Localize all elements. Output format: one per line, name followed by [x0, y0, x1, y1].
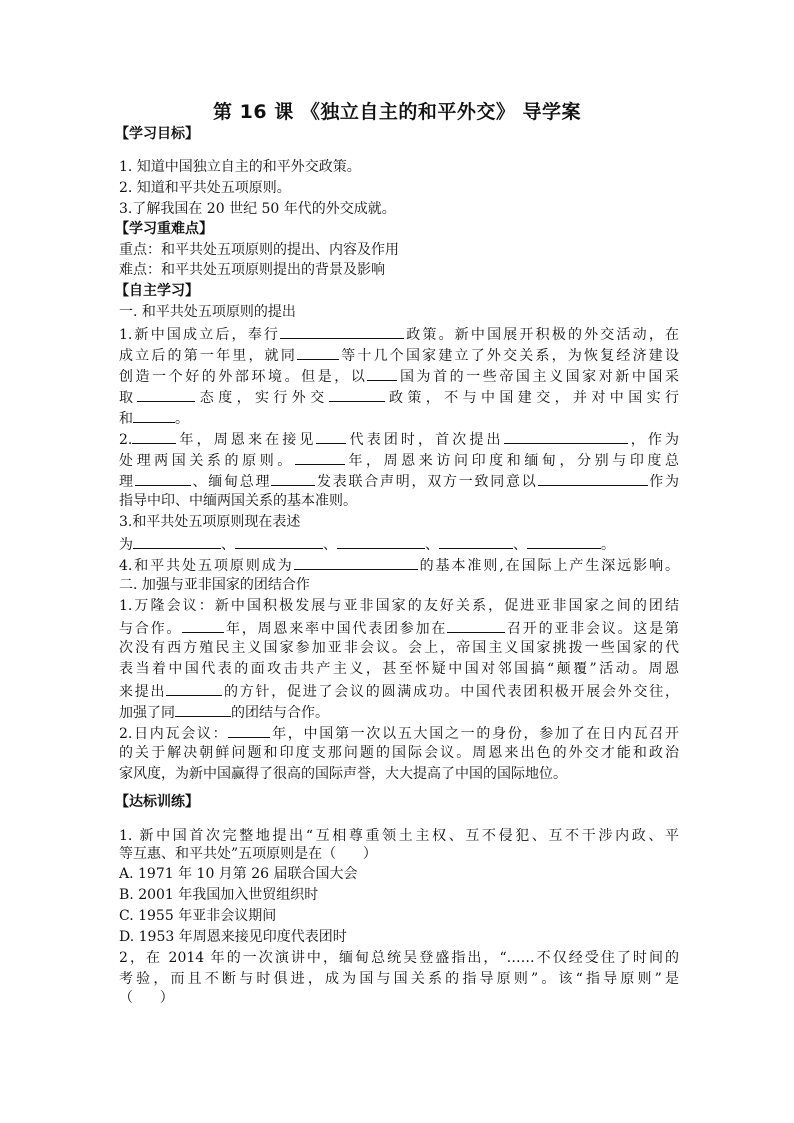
fill-blank[interactable] [527, 533, 601, 549]
fill-blank[interactable] [447, 617, 505, 633]
study-line: 4.和平共处五项原则成为 的基本准则,在国际上产生深远影响。 [119, 554, 679, 577]
study-line: 2.日内瓦会议： 年，中国第一次以五大国之一的身份，参加了在日内瓦召开 [119, 722, 679, 745]
fill-blank[interactable] [504, 428, 628, 444]
part2-heading: 二. 加强与亚非国家的团结合作 [119, 577, 310, 593]
fill-blank[interactable] [439, 533, 513, 549]
fill-blank[interactable] [538, 470, 648, 486]
study-line: 1.万隆会议：新中国积极发展与亚非国家的友好关系，促进亚非国家之间的团结 [119, 598, 679, 614]
fill-blank[interactable] [228, 722, 270, 738]
fill-blank[interactable] [280, 323, 404, 339]
goal-item: 1. 知道中国独立自主的和平外交政策。 [119, 159, 361, 175]
study-line: 次没有西方殖民主义国家参加亚非会议。会上，帝国主义国家挑拨一些国家的代 [119, 640, 679, 656]
fill-blank[interactable] [135, 470, 191, 486]
fill-blank[interactable] [329, 386, 385, 402]
fill-blank[interactable] [166, 680, 222, 696]
goal-item: 2. 知道和平共处五项原则。 [119, 180, 291, 196]
fill-blank[interactable] [132, 428, 176, 444]
study-line: 和 。 [119, 407, 679, 430]
page-title: 第 16 课 《独立自主的和平外交》 导学案 [213, 101, 581, 123]
fill-blank[interactable] [297, 344, 339, 360]
study-line: 来提出 的方针，促进了会议的圆满成功。中国代表团积极开展会外交往， [119, 680, 679, 703]
question-2-stem: 2，在 2014 年的一次演讲中，缅甸总统吴登盛指出，“……不仅经受住了时间的 [119, 950, 679, 966]
fill-blank[interactable] [337, 533, 425, 549]
question-1-option-b[interactable]: B. 2001 年我国加入世贸组织时 [119, 887, 319, 903]
fill-blank[interactable] [133, 407, 175, 423]
fill-blank[interactable] [316, 428, 346, 444]
fill-blank[interactable] [182, 617, 224, 633]
study-line: 与合作。 年，周恩来率中国代表团参加在 召开的亚非会议。这是第 [119, 617, 679, 640]
section-heading-practice: 【达标训练】 [115, 794, 199, 810]
fill-blank[interactable] [367, 365, 397, 381]
fill-blank[interactable] [133, 533, 221, 549]
section-heading-key-points: 【学习重难点】 [115, 221, 213, 237]
study-line: 创造一个好的外部环境。但是，以 国为首的一些帝国主义国家对新中国采 [119, 365, 679, 388]
study-line: 2. 年，周恩来在接见 代表团时，首次提出 ，作为 [119, 428, 679, 451]
question-1-stem: 等互惠、和平共处”五项原则是在（ ） [119, 846, 377, 862]
fill-blank[interactable] [271, 470, 315, 486]
fill-blank[interactable] [137, 386, 195, 402]
question-1-option-c[interactable]: C. 1955 年亚非会议期间 [119, 908, 277, 924]
section-heading-goals: 【学习目标】 [115, 126, 199, 142]
section-heading-self-study: 【自主学习】 [115, 283, 199, 299]
study-line: 为 、 、 、 、 。 [119, 533, 679, 556]
part1-heading: 一. 和平共处五项原则的提出 [119, 304, 296, 320]
fill-blank[interactable] [175, 701, 231, 717]
question-2-answer-bracket: （ ） [119, 990, 174, 1006]
study-line: 处理两国关系的原则。 年，周恩来访问印度和缅甸，分别与印度总 [119, 449, 679, 472]
fill-blank[interactable] [235, 533, 323, 549]
question-1-option-a[interactable]: A. 1971 年 10 月第 26 届联合国大会 [119, 866, 358, 882]
study-line: 表当着中国代表的面攻击共产主义，甚至怀疑中国对邻国搞“颠覆”活动。周恩 [119, 661, 679, 677]
study-line: 指导中印、中缅两国关系的基本准则。 [119, 493, 357, 509]
question-1-stem: 1. 新中国首次完整地提出“互相尊重领土主权、互不侵犯、互不干涉内政、平 [119, 828, 679, 844]
study-line: 取 态度，实行外交 政策，不与中国建交，并对中国实行 [119, 386, 679, 409]
key-point: 重点：和平共处五项原则的提出、内容及作用 [119, 242, 399, 258]
question-2-stem: 考验，而且不断与时俱进，成为国与国关系的指导原则”。该“指导原则”是 [119, 971, 679, 987]
fill-blank[interactable] [294, 554, 418, 570]
study-line: 成立后的第一年里，就同 等十几个国家建立了外交关系，为恢复经济建设 [119, 344, 679, 367]
study-line: 1.新中国成立后，奉行 政策。新中国展开积极的外交活动，在 [119, 323, 679, 346]
study-line: 家风度，为新中国赢得了很高的国际声誉，大大提高了中国的国际地位。 [119, 766, 567, 782]
question-1-option-d[interactable]: D. 1953 年周恩来接见印度代表团时 [119, 929, 347, 945]
study-line: 加强了同 的团结与合作。 [119, 701, 679, 724]
difficult-point: 难点：和平共处五项原则提出的背景及影响 [119, 262, 385, 278]
goal-item: 3.了解我国在 20 世纪 50 年代的外交成就。 [119, 201, 396, 217]
fill-blank[interactable] [295, 449, 345, 465]
study-line: 的关于解决朝鲜问题和印度支那问题的国际会议。周恩来出色的外交才能和政治 [119, 745, 679, 761]
study-line: 理 、缅甸总理 发表联合声明，双方一致同意以 作为 [119, 470, 679, 493]
study-line: 3.和平共处五项原则现在表述 [119, 514, 301, 530]
